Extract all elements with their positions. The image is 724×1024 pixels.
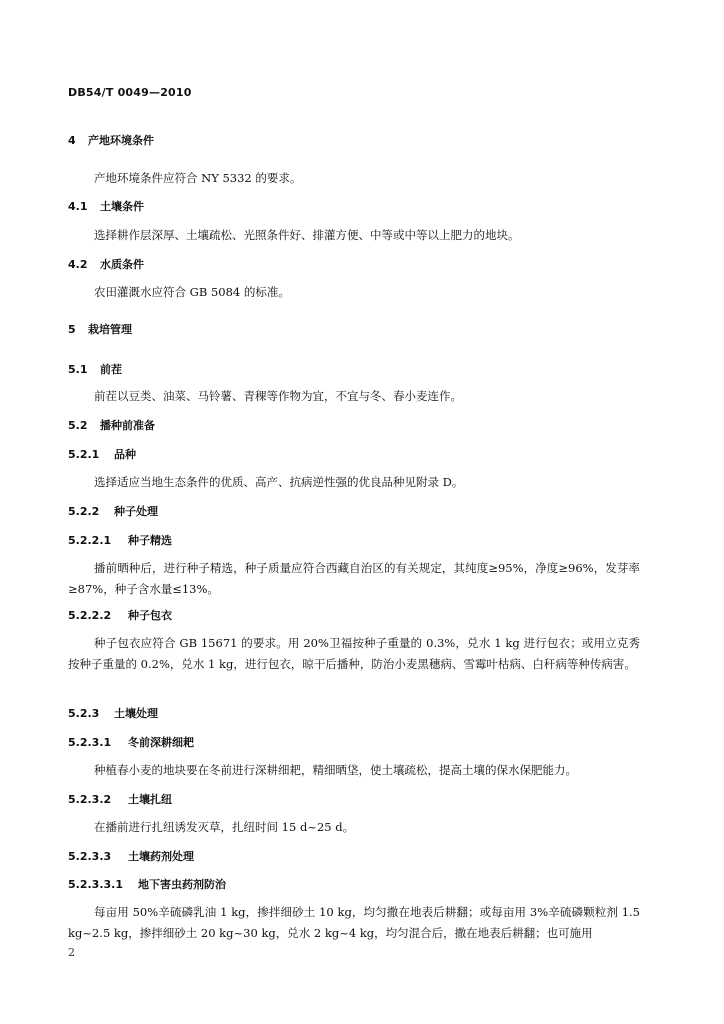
section-title: 土壤扎纽 xyxy=(128,793,172,806)
section-number: 5.2.2 xyxy=(68,505,100,518)
paragraph: 产地环境条件应符合 NY 5332 的要求。 xyxy=(94,171,302,185)
section-number: 4.2 xyxy=(68,258,88,271)
section-number: 5.2.3.1 xyxy=(68,736,112,749)
section-title: 前茬 xyxy=(100,363,122,376)
paragraph: 选择耕作层深厚、土壤疏松、光照条件好、排灌方便、中等或中等以上肥力的地块。 xyxy=(94,228,520,242)
section-number: 5.2.2.1 xyxy=(68,534,112,547)
paragraph: 种子包衣应符合 GB 15671 的要求。用 20%卫福按种子重量的 0.3%，兑水 1 kg 进行包衣；或用立克秀按种子重量的 0.2%，兑水 1 kg，进行包衣，晾干后播种，防治小麦黑穗病、雪霉叶枯病、白秆病等种传病害。 xyxy=(68,636,640,671)
section-title: 土壤条件 xyxy=(100,200,144,213)
section-number: 4.1 xyxy=(68,200,88,213)
paragraph: 选择适应当地生态条件的优质、高产、抗病逆性强的优良品种见附录 D。 xyxy=(94,475,464,489)
page-number: 2 xyxy=(68,946,75,959)
section-number: 4 xyxy=(68,134,76,147)
paragraph: 播前晒种后，进行种子精选，种子质量应符合西藏自治区的有关规定，其纯度≥95%，净度≥96%，发芽率≥87%，种子含水量≤13%。 xyxy=(68,561,640,596)
section-title: 土壤处理 xyxy=(114,707,158,720)
section-number: 5 xyxy=(68,323,76,336)
paragraph: 农田灌溉水应符合 GB 5084 的标准。 xyxy=(94,285,290,299)
paragraph: 每亩用 50%辛硫磷乳油 1 kg，掺拌细砂土 10 kg，均匀撒在地表后耕翻；或每亩用 3%辛硫磷颗粒剂 1.5 kg~2.5 kg，掺拌细砂土 20 kg~30 kg，兑水 2 kg~4 kg，均匀混合后，撒在地表后耕翻；也可施用 xyxy=(68,905,640,940)
section-title: 冬前深耕细耙 xyxy=(128,736,194,749)
section-heading-5-2-3 xyxy=(68,705,158,721)
section-number: 5.2.3 xyxy=(68,707,100,720)
section-number: 5.2.2.2 xyxy=(68,609,112,622)
section-title: 地下害虫药剂防治 xyxy=(138,878,226,891)
section-heading-4 xyxy=(68,132,154,148)
section-heading-5-2-2-2 xyxy=(68,607,172,623)
section-heading-5-2-2 xyxy=(68,503,158,519)
section-title: 种子包衣 xyxy=(128,609,172,622)
paragraph: 前茬以豆类、油菜、马铃薯、青稞等作物为宜，不宜与冬、春小麦连作。 xyxy=(94,389,462,403)
section-heading-5-2-2-1 xyxy=(68,532,172,548)
section-title: 种子处理 xyxy=(114,505,158,518)
section-title: 品种 xyxy=(114,448,136,461)
standard-code-header: DB54/T 0049—2010 xyxy=(68,86,192,99)
section-title: 水质条件 xyxy=(100,258,144,271)
section-heading-4-1 xyxy=(68,198,144,214)
section-heading-5-1 xyxy=(68,361,122,377)
section-heading-5-2-3-3 xyxy=(68,848,194,864)
section-number: 5.2.3.2 xyxy=(68,793,112,806)
paragraph: 种植春小麦的地块要在冬前进行深耕细耙，精细晒垡，使土壤疏松，提高土壤的保水保肥能力。 xyxy=(94,763,577,777)
section-heading-5 xyxy=(68,321,132,337)
section-heading-5-2-3-2 xyxy=(68,791,172,807)
section-number: 5.2.3.3 xyxy=(68,850,112,863)
section-title: 播种前准备 xyxy=(100,419,155,432)
section-heading-5-2-3-1 xyxy=(68,734,194,750)
section-number: 5.2.3.3.1 xyxy=(68,878,123,891)
section-heading-5-2-3-3-1 xyxy=(68,876,226,892)
section-title: 土壤药剂处理 xyxy=(128,850,194,863)
section-heading-5-2-1 xyxy=(68,446,136,462)
section-heading-5-2 xyxy=(68,417,155,433)
section-title: 产地环境条件 xyxy=(88,134,154,147)
section-number: 5.1 xyxy=(68,363,88,376)
section-title: 栽培管理 xyxy=(88,323,132,336)
section-number: 5.2.1 xyxy=(68,448,100,461)
section-title: 种子精选 xyxy=(128,534,172,547)
section-number: 5.2 xyxy=(68,419,88,432)
section-heading-4-2 xyxy=(68,256,144,272)
paragraph: 在播前进行扎纽诱发灭草，扎纽时间 15 d~25 d。 xyxy=(94,820,355,834)
